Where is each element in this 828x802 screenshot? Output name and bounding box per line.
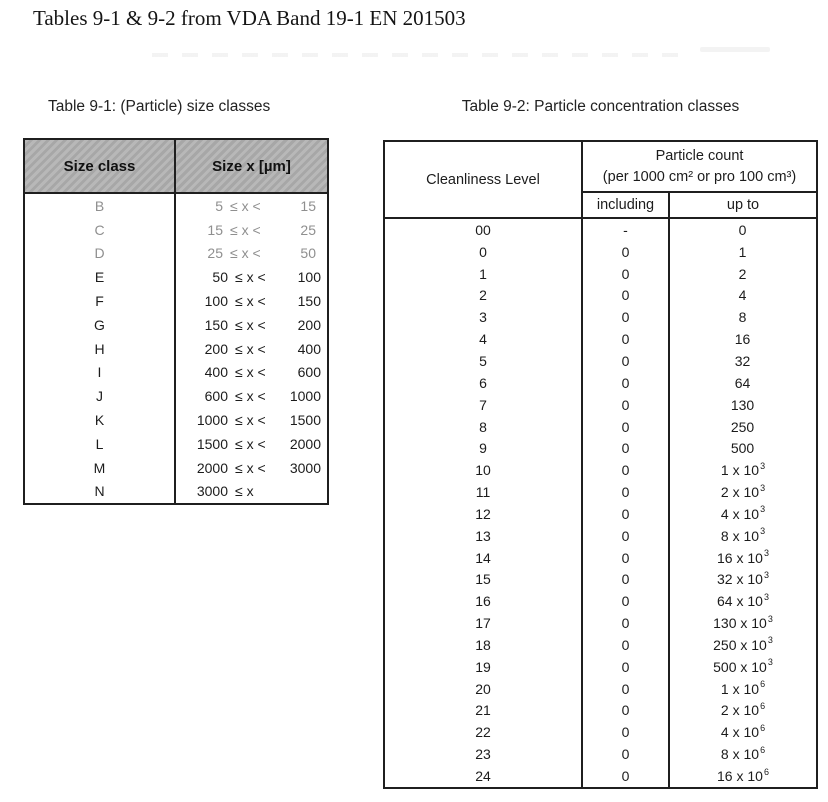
concentration-table-row (385, 612, 816, 634)
size-class-label: E (25, 265, 176, 289)
up-to-value (670, 459, 816, 481)
size-class-label: C (25, 218, 176, 242)
up-to-exponent: 6 (760, 679, 766, 690)
including-value: 0 (583, 503, 670, 525)
including-value: 0 (583, 765, 670, 787)
cleanliness-level-value: 5 (385, 350, 583, 372)
cleanliness-level-value: 15 (385, 569, 583, 591)
size-range-operator: ≤ x < (235, 412, 266, 429)
particle-count-header-cell (583, 142, 816, 193)
up-to-base: 2 (738, 265, 747, 282)
up-to-value (670, 656, 816, 678)
including-value: 0 (583, 525, 670, 547)
up-to-value (670, 328, 816, 350)
up-to-exponent: 6 (760, 744, 766, 755)
up-to-base: 32 (734, 352, 751, 369)
size-range-min: 100 (204, 293, 228, 310)
up-to-value (670, 569, 816, 591)
up-to-base: 2 x 10 (720, 484, 760, 501)
size-range-cell (176, 317, 327, 333)
including-value: 0 (583, 437, 670, 459)
up-to-exponent: 3 (767, 635, 773, 646)
including-value: 0 (583, 372, 670, 394)
up-to-base: 130 x 10 (713, 615, 767, 632)
including-value: 0 (583, 481, 670, 503)
cleanliness-level-column-header: Cleanliness Level (385, 142, 583, 217)
size-range-max: 600 (297, 364, 321, 381)
up-to-base: 8 x 10 (720, 527, 760, 544)
including-value: 0 (583, 459, 670, 481)
up-to-base: 250 (730, 418, 755, 435)
up-to-value (670, 765, 816, 787)
size-range-cell (176, 388, 327, 404)
up-to-exponent: 6 (763, 766, 769, 777)
size-class-table-row (25, 456, 327, 480)
size-range-max: 200 (297, 316, 321, 333)
up-to-value (670, 547, 816, 569)
scan-artifact (700, 47, 770, 52)
size-range-min: 15 (207, 221, 223, 238)
including-value: 0 (583, 285, 670, 307)
cleanliness-level-value: 18 (385, 634, 583, 656)
up-to-exponent: 3 (763, 591, 769, 602)
size-class-label: J (25, 384, 176, 408)
particle-count-header-group (583, 142, 816, 217)
size-range-min: 50 (212, 269, 228, 286)
up-to-exponent: 6 (760, 722, 766, 733)
up-to-base: 2 x 10 (720, 702, 760, 719)
size-range-cell (171, 222, 322, 238)
including-value: 0 (583, 306, 670, 328)
size-range-operator: ≤ x < (230, 197, 261, 214)
including-value: 0 (583, 350, 670, 372)
size-class-label: F (25, 289, 176, 313)
size-range-max: 25 (300, 221, 316, 238)
up-to-base: 64 (734, 374, 751, 391)
including-value: 0 (583, 241, 670, 263)
size-range-max: 15 (300, 197, 316, 214)
size-class-table-row (25, 432, 327, 456)
cleanliness-level-value: 16 (385, 590, 583, 612)
size-class-label: D (25, 242, 176, 266)
size-range-operator: ≤ x < (235, 269, 266, 286)
up-to-base: 1 x 10 (720, 462, 760, 479)
size-range-min: 400 (204, 364, 228, 381)
size-class-table-row (25, 361, 327, 385)
up-to-value (670, 634, 816, 656)
size-x-column-header: Size x [µm] (212, 157, 291, 175)
concentration-table-row (385, 241, 816, 263)
including-value: 0 (583, 394, 670, 416)
size-range-min: 3000 (196, 483, 228, 500)
up-to-value (670, 481, 816, 503)
size-range-min: 1500 (196, 435, 228, 452)
cleanliness-level-value: 19 (385, 656, 583, 678)
size-class-table-row (25, 408, 327, 432)
up-to-base: 130 (730, 396, 755, 413)
up-to-base: 4 (738, 287, 747, 304)
concentration-table-row (385, 459, 816, 481)
up-to-base: 1 (738, 243, 747, 260)
up-to-value (670, 219, 816, 241)
cleanliness-level-value: 17 (385, 612, 583, 634)
size-class-label: G (25, 313, 176, 337)
including-value: 0 (583, 700, 670, 722)
page-title: Tables 9-1 & 9-2 from VDA Band 19-1 EN 201503 (33, 6, 466, 30)
concentration-table-row (385, 481, 816, 503)
concentration-table-row (385, 437, 816, 459)
particle-count-label: Particle count (655, 147, 744, 164)
concentration-table-row (385, 219, 816, 241)
up-to-column-header: up to (726, 197, 760, 213)
cleanliness-level-value: 21 (385, 700, 583, 722)
concentration-classes-header (385, 142, 816, 219)
size-class-table-row (25, 480, 327, 504)
cleanliness-level-value: 9 (385, 437, 583, 459)
size-range-min: 2000 (196, 459, 228, 476)
up-to-exponent: 3 (767, 613, 773, 624)
up-to-value (670, 590, 816, 612)
concentration-table-row (385, 656, 816, 678)
cleanliness-level-value: 10 (385, 459, 583, 481)
size-range-operator: ≤ x < (230, 245, 261, 262)
size-range-max: 1500 (289, 412, 321, 429)
cleanliness-level-value: 1 (385, 263, 583, 285)
size-class-table-row (25, 265, 327, 289)
concentration-table-row (385, 547, 816, 569)
size-range-max: 100 (297, 269, 321, 286)
including-value: 0 (583, 721, 670, 743)
up-to-value (670, 437, 816, 459)
up-to-value (670, 350, 816, 372)
cleanliness-level-value: 0 (385, 241, 583, 263)
size-range-cell (171, 245, 322, 261)
size-class-label: L (25, 432, 176, 456)
concentration-table-row (385, 765, 816, 787)
up-to-base: 8 (738, 309, 747, 326)
size-range-min: 1000 (196, 412, 228, 429)
size-range-operator: ≤ x < (235, 459, 266, 476)
concentration-table-row (385, 350, 816, 372)
up-to-exponent: 3 (767, 657, 773, 668)
concentration-table-row (385, 394, 816, 416)
up-to-base: 16 (734, 331, 751, 348)
cleanliness-level-value: 20 (385, 678, 583, 700)
including-column-header: including (583, 193, 670, 217)
size-range-operator: ≤ x < (230, 221, 261, 238)
up-to-value (670, 743, 816, 765)
size-class-column-header: Size class (25, 140, 176, 192)
up-to-base: 8 x 10 (720, 746, 760, 763)
cleanliness-level-value: 14 (385, 547, 583, 569)
including-value: 0 (583, 678, 670, 700)
concentration-table-row (385, 416, 816, 438)
up-to-base: 32 x 10 (717, 571, 763, 588)
size-range-min: 200 (204, 340, 228, 357)
size-class-table-row (25, 242, 327, 266)
concentration-table-row (385, 372, 816, 394)
size-class-table-row (25, 337, 327, 361)
size-range-min: 25 (207, 245, 223, 262)
concentration-table-row (385, 590, 816, 612)
size-class-label: K (25, 408, 176, 432)
up-to-exponent: 3 (763, 548, 769, 559)
concentration-classes-table (383, 140, 818, 789)
size-range-cell (176, 436, 327, 452)
up-to-value (670, 263, 816, 285)
up-to-exponent: 3 (760, 504, 766, 515)
size-class-table-row (25, 218, 327, 242)
up-to-base: 1 x 10 (720, 680, 760, 697)
size-range-operator: ≤ x < (235, 293, 266, 310)
up-to-value (670, 416, 816, 438)
size-range-cell (176, 412, 327, 428)
concentration-table-row (385, 503, 816, 525)
up-to-value (670, 503, 816, 525)
cleanliness-level-value: 00 (385, 219, 583, 241)
size-class-table-row (25, 194, 327, 218)
cleanliness-level-value: 12 (385, 503, 583, 525)
cleanliness-level-value: 22 (385, 721, 583, 743)
including-value: 0 (583, 612, 670, 634)
size-range-max: 2000 (289, 435, 321, 452)
size-class-label: B (25, 194, 176, 218)
size-range-cell (176, 269, 327, 285)
size-range-operator: ≤ x < (235, 364, 266, 381)
size-range-cell (176, 483, 327, 499)
size-range-operator: ≤ x < (235, 435, 266, 452)
up-to-value (670, 612, 816, 634)
size-range-cell (176, 364, 327, 380)
including-value: 0 (583, 743, 670, 765)
size-classes-table-body (25, 194, 327, 503)
concentration-table-row (385, 678, 816, 700)
concentration-table-row (385, 306, 816, 328)
up-to-value (670, 285, 816, 307)
up-to-value (670, 525, 816, 547)
including-value: 0 (583, 263, 670, 285)
up-to-base: 64 x 10 (717, 593, 763, 610)
including-value: 0 (583, 590, 670, 612)
size-range-max: 50 (300, 245, 316, 262)
size-classes-table (23, 138, 329, 505)
size-range-cell (176, 341, 327, 357)
including-value: 0 (583, 569, 670, 591)
up-to-base: 16 x 10 (717, 549, 763, 566)
size-range-cell (171, 198, 322, 214)
cleanliness-level-value: 24 (385, 765, 583, 787)
size-class-label: I (25, 361, 176, 385)
up-to-base: 500 (730, 440, 755, 457)
up-to-exponent: 6 (760, 700, 766, 711)
including-value: 0 (583, 416, 670, 438)
up-to-value (670, 678, 816, 700)
cleanliness-level-value: 3 (385, 306, 583, 328)
size-range-max: 150 (297, 293, 321, 310)
including-value: 0 (583, 656, 670, 678)
cleanliness-level-value: 8 (385, 416, 583, 438)
up-to-value (670, 721, 816, 743)
size-class-label: H (25, 337, 176, 361)
concentration-classes-table-body (385, 219, 816, 787)
including-value: 0 (583, 547, 670, 569)
scan-artifact (152, 53, 682, 57)
table-9-1-caption: Table 9-1: (Particle) size classes (48, 98, 271, 115)
up-to-base: 4 x 10 (720, 505, 760, 522)
cleanliness-level-value: 6 (385, 372, 583, 394)
including-value: - (583, 219, 670, 241)
concentration-table-row (385, 721, 816, 743)
up-to-base: 16 x 10 (717, 768, 763, 785)
including-value: 0 (583, 328, 670, 350)
cleanliness-level-value: 7 (385, 394, 583, 416)
size-range-max: 1000 (289, 388, 321, 405)
size-classes-header-row (25, 140, 327, 194)
table-9-2-caption: Table 9-2: Particle concentration classes (461, 98, 740, 115)
up-to-value (670, 306, 816, 328)
size-class-label: M (25, 456, 176, 480)
size-range-cell (176, 293, 327, 309)
cleanliness-level-value: 2 (385, 285, 583, 307)
up-to-value (670, 700, 816, 722)
size-range-operator: ≤ x < (235, 388, 266, 405)
size-class-table-row (25, 289, 327, 313)
size-range-min: 5 (215, 197, 223, 214)
cleanliness-level-value: 13 (385, 525, 583, 547)
up-to-base: 4 x 10 (720, 724, 760, 741)
size-range-max: 3000 (289, 459, 321, 476)
size-class-label: N (25, 480, 176, 504)
concentration-table-row (385, 328, 816, 350)
concentration-table-row (385, 743, 816, 765)
concentration-table-row (385, 634, 816, 656)
cleanliness-level-value: 23 (385, 743, 583, 765)
including-value: 0 (583, 634, 670, 656)
size-range-operator: ≤ x (235, 483, 254, 500)
size-range-cell (176, 460, 327, 476)
concentration-table-row (385, 569, 816, 591)
size-class-table-row (25, 384, 327, 408)
size-range-max: 400 (297, 340, 321, 357)
size-range-operator: ≤ x < (235, 316, 266, 333)
up-to-base: 0 (738, 221, 747, 238)
cleanliness-level-value: 4 (385, 328, 583, 350)
particle-count-unit: (per 1000 cm² or pro 100 cm³) (602, 168, 797, 185)
concentration-table-row (385, 525, 816, 547)
concentration-table-row (385, 285, 816, 307)
size-range-operator: ≤ x < (235, 340, 266, 357)
up-to-exponent: 3 (760, 526, 766, 537)
size-range-min: 600 (204, 388, 228, 405)
up-to-value (670, 394, 816, 416)
up-to-exponent: 3 (760, 460, 766, 471)
concentration-table-row (385, 700, 816, 722)
size-range-min: 150 (204, 316, 228, 333)
cleanliness-level-value: 11 (385, 481, 583, 503)
up-to-value (670, 372, 816, 394)
up-to-exponent: 3 (763, 569, 769, 580)
up-to-base: 500 x 10 (713, 658, 767, 675)
size-class-table-row (25, 313, 327, 337)
particle-count-subheader-row (583, 193, 816, 217)
up-to-exponent: 3 (760, 482, 766, 493)
up-to-value (670, 241, 816, 263)
concentration-table-row (385, 263, 816, 285)
up-to-base: 250 x 10 (713, 636, 767, 653)
